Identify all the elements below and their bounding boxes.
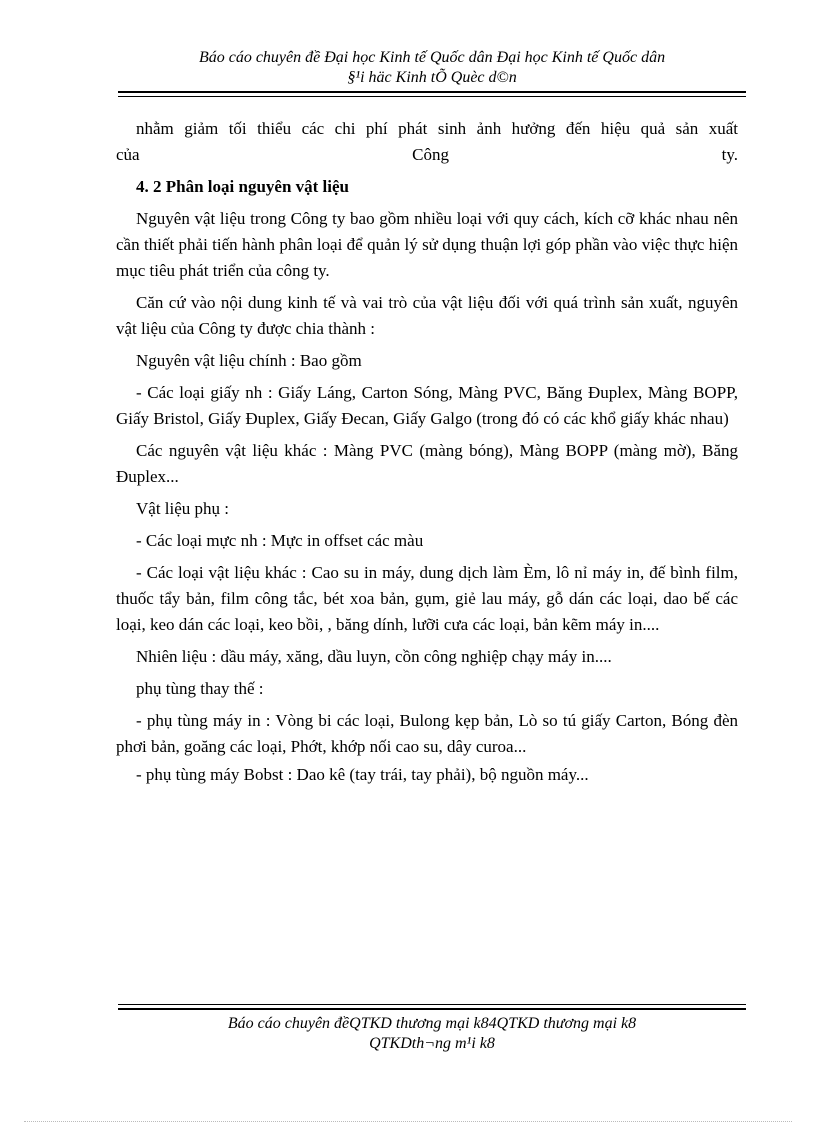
paragraph-overview: Nguyên vật liệu trong Công ty bao gồm nhiều loại với quy cách, kích cỡ khác nhau nên cần thiết phải tiến hành phân loại để quản lý sử dụng thuận lợi góp phần vào việc thực hiện mục tiêu phát triển của công ty. — [116, 209, 738, 280]
paragraph-intro-line-1: nhằm giảm tối thiểu các chi phí phát sinh ảnh hưởng đến hiệu quả sản xuất — [136, 119, 738, 138]
page-bottom-dotted-line — [24, 1121, 792, 1122]
paragraph-paper-types: - Các loại giấy nh : Giấy Láng, Carton Sóng, Màng PVC, Băng Đuplex, Màng BOPP, Giấy Bristol, Giấy Đuplex, Giấy Đecan, Giấy Galgo (trong đó có các khổ giấy khác nhau) — [116, 383, 738, 428]
footer-line-2: QTKDth¬ng m¹i k8 — [369, 1035, 495, 1052]
paragraph-ink-types: - Các loại mực nh : Mực in offset các màu — [136, 531, 424, 550]
footer-rule-bottom — [118, 1008, 746, 1010]
paragraph-other-supplies: - Các loại vật liệu khác : Cao su in máy, dung dịch làm Èm, lô nỉ máy in, đế bình film, thuốc tẩy bản, film công tắc, bét xoa bản, gụm, giẻ lau máy, gỗ dán các loại, dao bế các loại, keo dán các loại, keo bồi, , băng dính, lưỡi cưa các loại, bản kẽm máy in.... — [116, 563, 738, 634]
page-footer — [118, 1014, 746, 1054]
header-rule-top — [118, 91, 746, 93]
section-heading: 4. 2 Phân loại nguyên vật liệu — [136, 177, 350, 196]
paragraph-bobst-parts: - phụ tùng máy Bobst : Dao kê (tay trái, tay phải), bộ nguồn máy... — [136, 765, 589, 784]
paragraph-auxiliary: Vật liệu phụ : — [136, 499, 230, 518]
paragraph-other-materials: Các nguyên vật liệu khác : Màng PVC (màng bóng), Màng BOPP (màng mờ), Băng Đuplex... — [116, 441, 738, 486]
document-body — [116, 116, 738, 794]
paragraph-main-materials: Nguyên vật liệu chính : Bao gồm — [136, 351, 362, 370]
header-line-2: §¹i häc Kinh tÕ Quèc d©n — [347, 69, 517, 86]
paragraph-intro-line-2: của Công ty. — [116, 145, 738, 164]
header-rule-bottom — [118, 96, 746, 97]
paragraph-spare-parts: phụ tùng thay thế : — [136, 679, 264, 698]
page-header — [118, 48, 746, 88]
footer-line-1: Báo cáo chuyên đềQTKD thương mại k84QTKD thương mại k8 — [227, 1015, 637, 1032]
header-line-1: Báo cáo chuyên đề Đại học Kinh tế Quốc dân Đại học Kinh tế Quốc dân — [198, 49, 666, 66]
paragraph-fuel: Nhiên liệu : dầu máy, xăng, dầu luyn, cồn công nghiệp chạy máy in.... — [136, 647, 612, 666]
paragraph-classification: Căn cứ vào nội dung kinh tế và vai trò của vật liệu đối với quá trình sản xuất, nguyên vật liệu của Công ty được chia thành : — [116, 293, 738, 338]
paragraph-printer-parts: - phụ tùng máy in : Vòng bi các loại, Bulong kẹp bản, Lò so tú giấy Carton, Bóng đèn phơi bản, goăng các loại, Phớt, khớp nối cao su, dây curoa... — [116, 711, 738, 756]
footer-rule-top — [118, 1004, 746, 1005]
